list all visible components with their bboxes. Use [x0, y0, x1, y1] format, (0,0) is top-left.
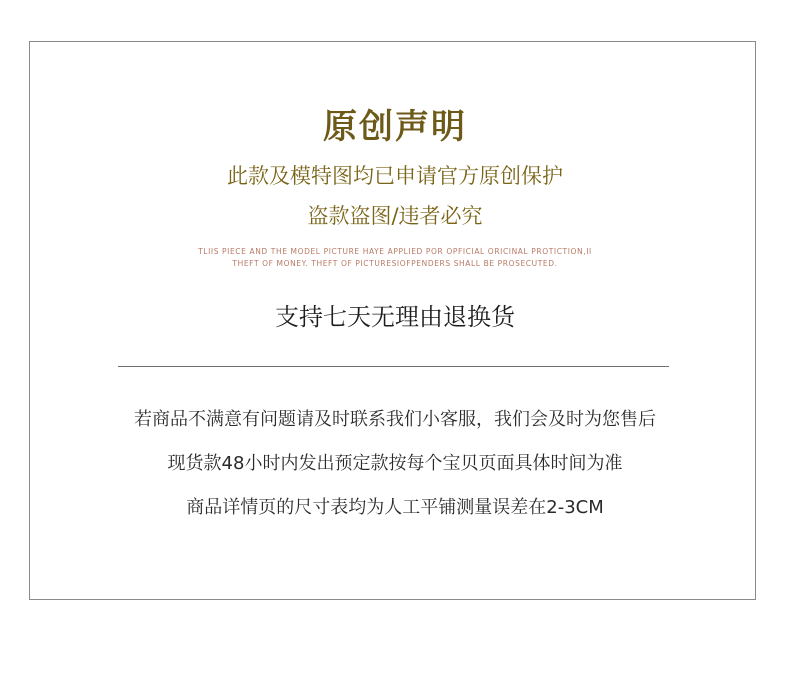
- declaration-english-2: THEFT OF MONEY. THEFT OF PICTURESIOFPENDERS SHALL BE PROSECUTED.: [232, 259, 558, 268]
- declaration-title: 原创声明: [323, 107, 467, 147]
- section-divider: [118, 366, 669, 367]
- declaration-english-1: TLIIS PIECE AND THE MODEL PICTURE HAYE APPLIED POR OPFICIAL ORICINAL PROTICTION,II: [198, 247, 592, 256]
- note-size-chart: 商品详情页的尺寸表均为人工平铺测量误差在2-3CM: [186, 497, 604, 518]
- declaration-subtitle-1: 此款及模特图均已申请官方原创保护: [227, 164, 563, 188]
- note-shipping: 现货款48小时内发出预定款按每个宝贝页面具体时间为准: [167, 453, 623, 474]
- note-after-sales: 若商品不满意有问题请及时联系我们小客服，我们会及时为您售后: [134, 409, 656, 430]
- return-policy-heading: 支持七天无理由退换货: [275, 303, 515, 331]
- declaration-subtitle-2: 盗款盗图/违者必究: [307, 204, 483, 228]
